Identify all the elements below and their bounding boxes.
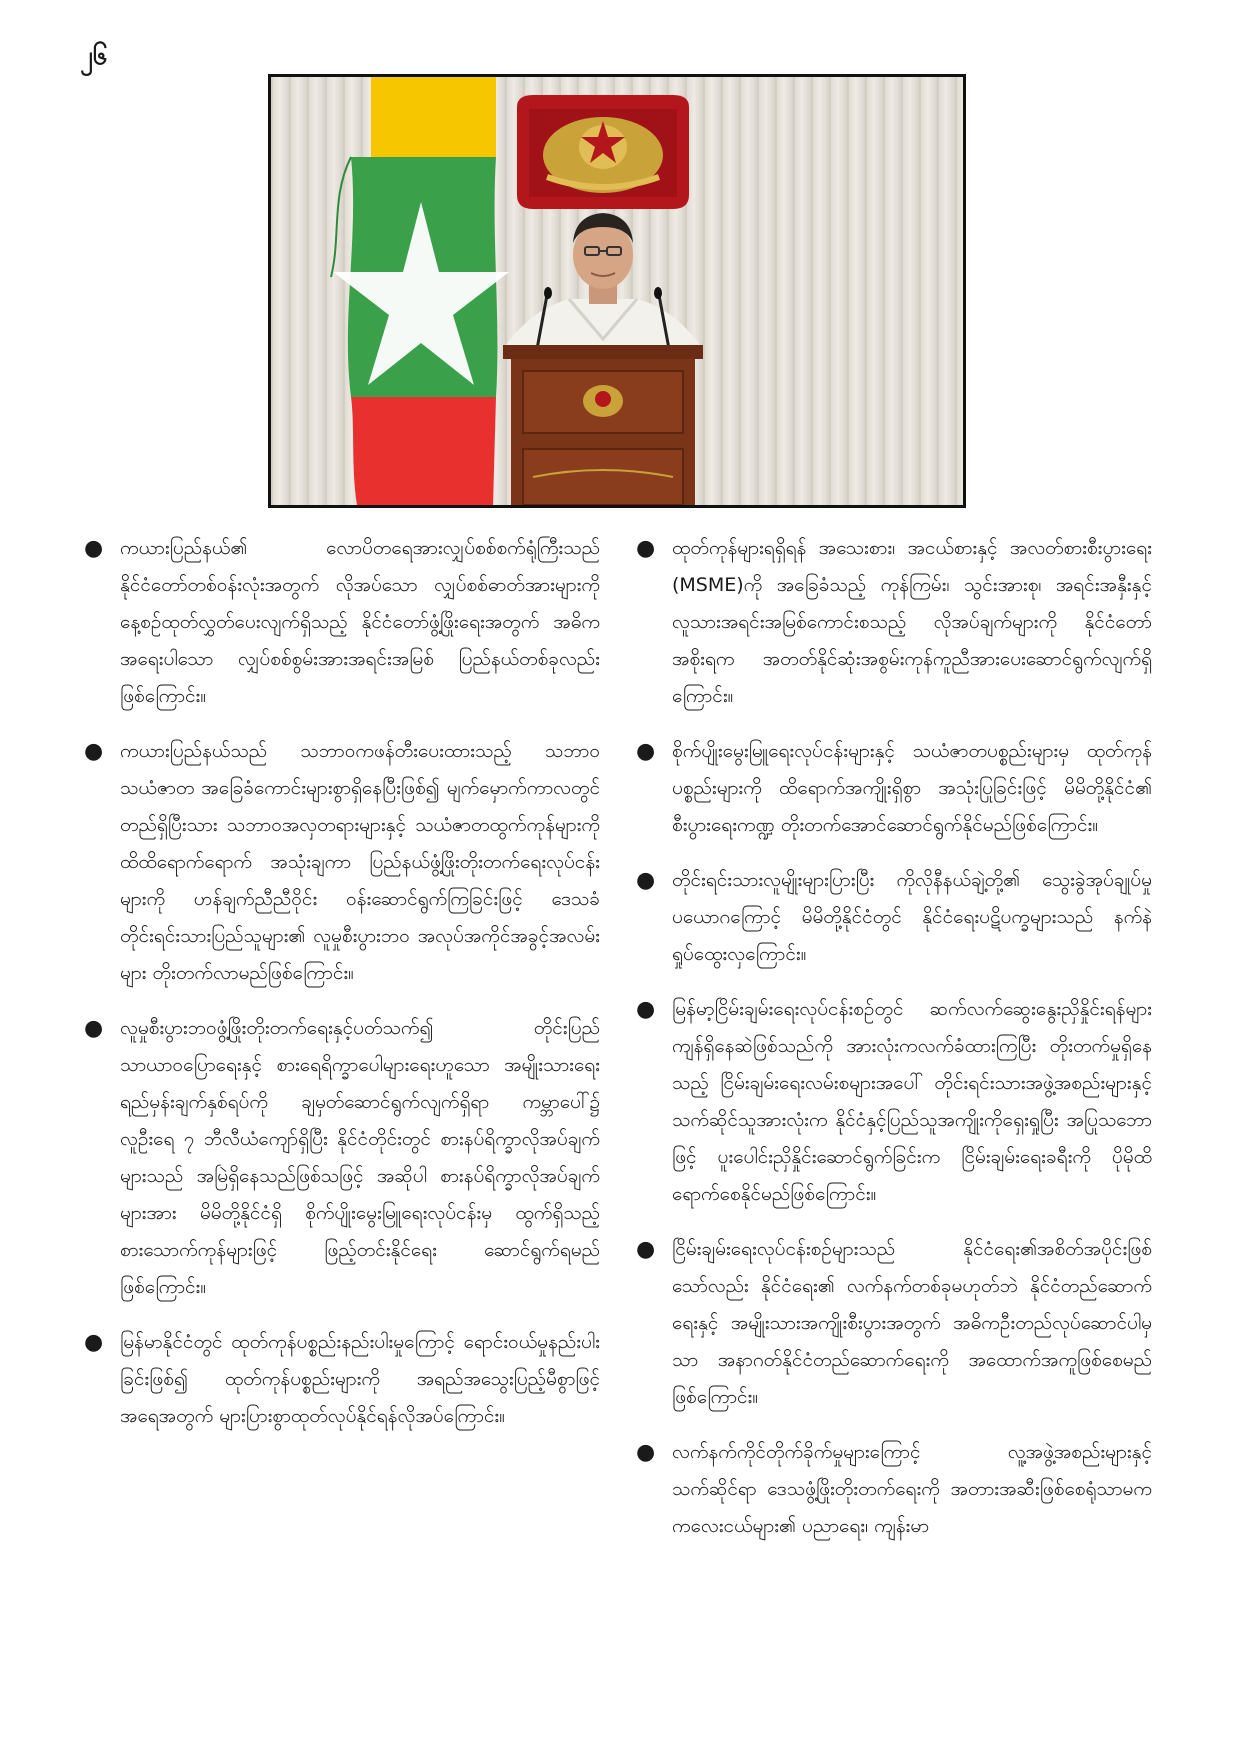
bullet-icon: ● bbox=[84, 1330, 104, 1355]
list-item-text: ထုတ်ကုန်များရရှိရန် အသေးစား၊ အငယ်စားနှင့် အလတ်စားစီးပွားရေး (MSME)ကို အခြေခံသည့် ကုန်ကြမ်း၊ သွင်းအားစု၊ အရင်းအနှီးနှင့် လူသားအရင်းအမြစ်ကောင်းစသည့် လိုအပ်ချက်များကို နိုင်ငံတော်အစိုးရက အတတ်နိုင်ဆုံးအစွမ်းကုန်ကူညီအားပေးဆောင်ရွက်လျက်ရှိကြောင်း။ bbox=[672, 537, 1152, 707]
list-item bbox=[80, 1010, 600, 1306]
bullet-icon: ● bbox=[84, 1016, 104, 1041]
list-item bbox=[632, 733, 1152, 844]
list-item-text: စိုက်ပျိုးမွေးမြူရေးလုပ်ငန်းများနှင့် သယံဇာတပစ္စည်းများမှ ထုတ်ကုန်ပစ္စည်းများကို ထိရောက်အကျိုးရှိစွာ အသုံးပြုခြင်းဖြင့် မိမိတို့နိုင်ငံ၏ စီးပွားရေးကဏ္ဍ တိုးတက်အောင်ဆောင်ရွက်နိုင်မည်ဖြစ်ကြောင်း။ bbox=[672, 740, 1152, 836]
list-item bbox=[632, 1231, 1152, 1416]
list-item-text: မြန်မာ့ငြိမ်းချမ်းရေးလုပ်ငန်းစဉ်တွင် ဆက်လက်ဆွေးနွေးညှိနှိုင်းရန်များ ကျန်ရှိနေဆဲဖြစ်သည်ကို အားလုံးကလက်ခံထားကြပြီး တိုးတက်မှုရှိနေသည့် ငြိမ်းချမ်းရေးလမ်းစများအပေါ် တိုင်းရင်းသားအဖွဲ့အစည်းများနှင့် သက်ဆိုင်သူအားလုံးက နိုင်ငံနှင့်ပြည်သူအကျိုးကိုရှေးရှုပြီး အပြုသဘောဖြင့် ပူးပေါင်းညှိနှိုင်းဆောင်ရွက်ခြင်းက ငြိမ်းချမ်းရေးခရီးကို ပိုမိုထိရောက်စေနိုင်မည်ဖြစ်ကြောင်း။ bbox=[672, 998, 1152, 1205]
list-item bbox=[632, 530, 1152, 715]
bullet-icon: ● bbox=[636, 997, 656, 1022]
list-item-text: ကယားပြည်နယ်၏ လောပိတရေအားလျှပ်စစ်စက်ရုံကြီးသည် နိုင်ငံတော်တစ်ဝန်းလုံးအတွက် လိုအပ်သော လျှပ်စစ်ဓာတ်အားများကို နေ့စဉ်ထုတ်လွှတ်ပေးလျက်ရှိသည့် နိုင်ငံတော်ဖွံ့ဖြိုးရေးအတွက် အဓိကအရေးပါသော လျှပ်စစ်စွမ်းအားအရင်းအမြစ် ပြည်နယ်တစ်ခုလည်းဖြစ်ကြောင်း။ bbox=[120, 537, 600, 707]
bullet-icon: ● bbox=[636, 739, 656, 764]
bullet-icon: ● bbox=[636, 1440, 656, 1465]
state-emblem bbox=[517, 95, 689, 209]
podium bbox=[503, 345, 703, 505]
speech-photo bbox=[268, 74, 966, 508]
list-item bbox=[80, 733, 600, 992]
list-item bbox=[80, 1324, 600, 1435]
list-item bbox=[632, 862, 1152, 973]
bullet-icon: ● bbox=[636, 1237, 656, 1262]
bullet-icon: ● bbox=[636, 536, 656, 561]
list-item bbox=[80, 530, 600, 715]
list-item bbox=[632, 991, 1152, 1213]
bullet-icon: ● bbox=[84, 739, 104, 764]
list-item-text: မြန်မာနိုင်ငံတွင် ထုတ်ကုန်ပစ္စည်းနည်းပါးမှုကြောင့် ရောင်းဝယ်မှုနည်းပါးခြင်းဖြစ်၍ ထုတ်ကုန်ပစ္စည်းများကို အရည်အသွေးပြည့်မီစွာဖြင့် အရေအတွက် များပြားစွာထုတ်လုပ်နိုင်ရန်လိုအပ်ကြောင်း။ bbox=[120, 1331, 600, 1427]
list-item-text: တိုင်းရင်းသားလူမျိုးများပြားပြီး ကိုလိုနီနယ်ချဲ့တို့၏ သွေးခွဲအုပ်ချုပ်မှုပယောဂကြောင့် မိမိတို့နိုင်ငံတွင် နိုင်ငံရေးပဋိပက္ခများသည် နက်နဲရှုပ်ထွေးလှကြောင်း။ bbox=[672, 869, 1152, 965]
page-number: ၂၆ bbox=[80, 41, 108, 71]
list-item-text: ကယားပြည်နယ်သည် သဘာဝကဖန်တီးပေးထားသည့် သဘာဝသယံဇာတ အခြေခံကောင်းများစွာရှိနေပြီးဖြစ်၍ မျက်မှောက်ကာလတွင် တည်ရှိပြီးသား သဘာဝအလှတရားများနှင့် သယံဇာတထွက်ကုန်များကို ထိထိရောက်ရောက် အသုံးချကာ ပြည်နယ်ဖွံ့ဖြိုးတိုးတက်ရေးလုပ်ငန်းများကို ဟန်ချက်ညီညီဝိုင်း ဝန်းဆောင်ရွက်ကြခြင်းဖြင့် ဒေသခံတိုင်းရင်းသားပြည်သူများ၏ လူမှုစီးပွားဘဝ အလုပ်အကိုင်အခွင့်အလမ်းများ တိုးတက်လာမည်ဖြစ်ကြောင်း။ bbox=[120, 740, 600, 984]
bullet-icon: ● bbox=[84, 536, 104, 561]
bullet-icon: ● bbox=[636, 868, 656, 893]
right-column bbox=[632, 530, 1152, 1563]
list-item-text: ငြိမ်းချမ်းရေးလုပ်ငန်းစဉ်များသည် နိုင်ငံရေး၏အစိတ်အပိုင်းဖြစ်သော်လည်း နိုင်ငံရေး၏ လက်နက်တစ်ခုမဟုတ်ဘဲ နိုင်ငံတည်ဆောက်ရေးနှင့် အမျိုးသားအကျိုးစီးပွားအတွက် အဓိကဦးတည်လုပ်ဆောင်ပါမှသာ အနာဂတ်နိုင်ငံတည်ဆောက်ရေးကို အထောက်အကူဖြစ်စေမည်ဖြစ်ကြောင်း။ bbox=[672, 1238, 1152, 1408]
list-item bbox=[632, 1434, 1152, 1545]
list-item-text: လက်နက်ကိုင်တိုက်ခိုက်မှုများကြောင့် လူ့အဖွဲ့အစည်းများနှင့် သက်ဆိုင်ရာ ဒေသဖွံ့ဖြိုးတိုးတက်ရေးကို အတားအဆီးဖြစ်စေရုံသာမက ကလေးငယ်များ၏ ပညာရေး၊ ကျန်းမာ bbox=[672, 1441, 1152, 1537]
left-column bbox=[80, 530, 600, 1453]
list-item-text: လူမှုစီးပွားဘဝဖွံ့ဖြိုးတိုးတက်ရေးနှင့်ပတ်သက်၍ တိုင်းပြည်သာယာဝပြောရေးနှင့် စားရေရိက္ခာပေါများရေးဟူသော အမျိုးသားရေးရည်မှန်းချက်နှစ်ရပ်ကို ချမှတ်ဆောင်ရွက်လျက်ရှိရာ ကမ္ဘာပေါ်၌ လူဦးရေ ၇ ဘီလီယံကျော်ရှိပြီး နိုင်ငံတိုင်းတွင် စားနပ်ရိက္ခာလိုအပ်ချက်များသည် အမြဲရှိနေသည်ဖြစ်သဖြင့် အဆိုပါ စားနပ်ရိက္ခာလိုအပ်ချက်များအား မိမိတို့နိုင်ငံရှိ စိုက်ပျိုးမွေးမြူရေးလုပ်ငန်းမှ ထွက်ရှိသည့် စားသောက်ကုန်များဖြင့် ဖြည့်တင်းနိုင်ရေး ဆောင်ရွက်ရမည်ဖြစ်ကြောင်း။ bbox=[120, 1017, 600, 1298]
